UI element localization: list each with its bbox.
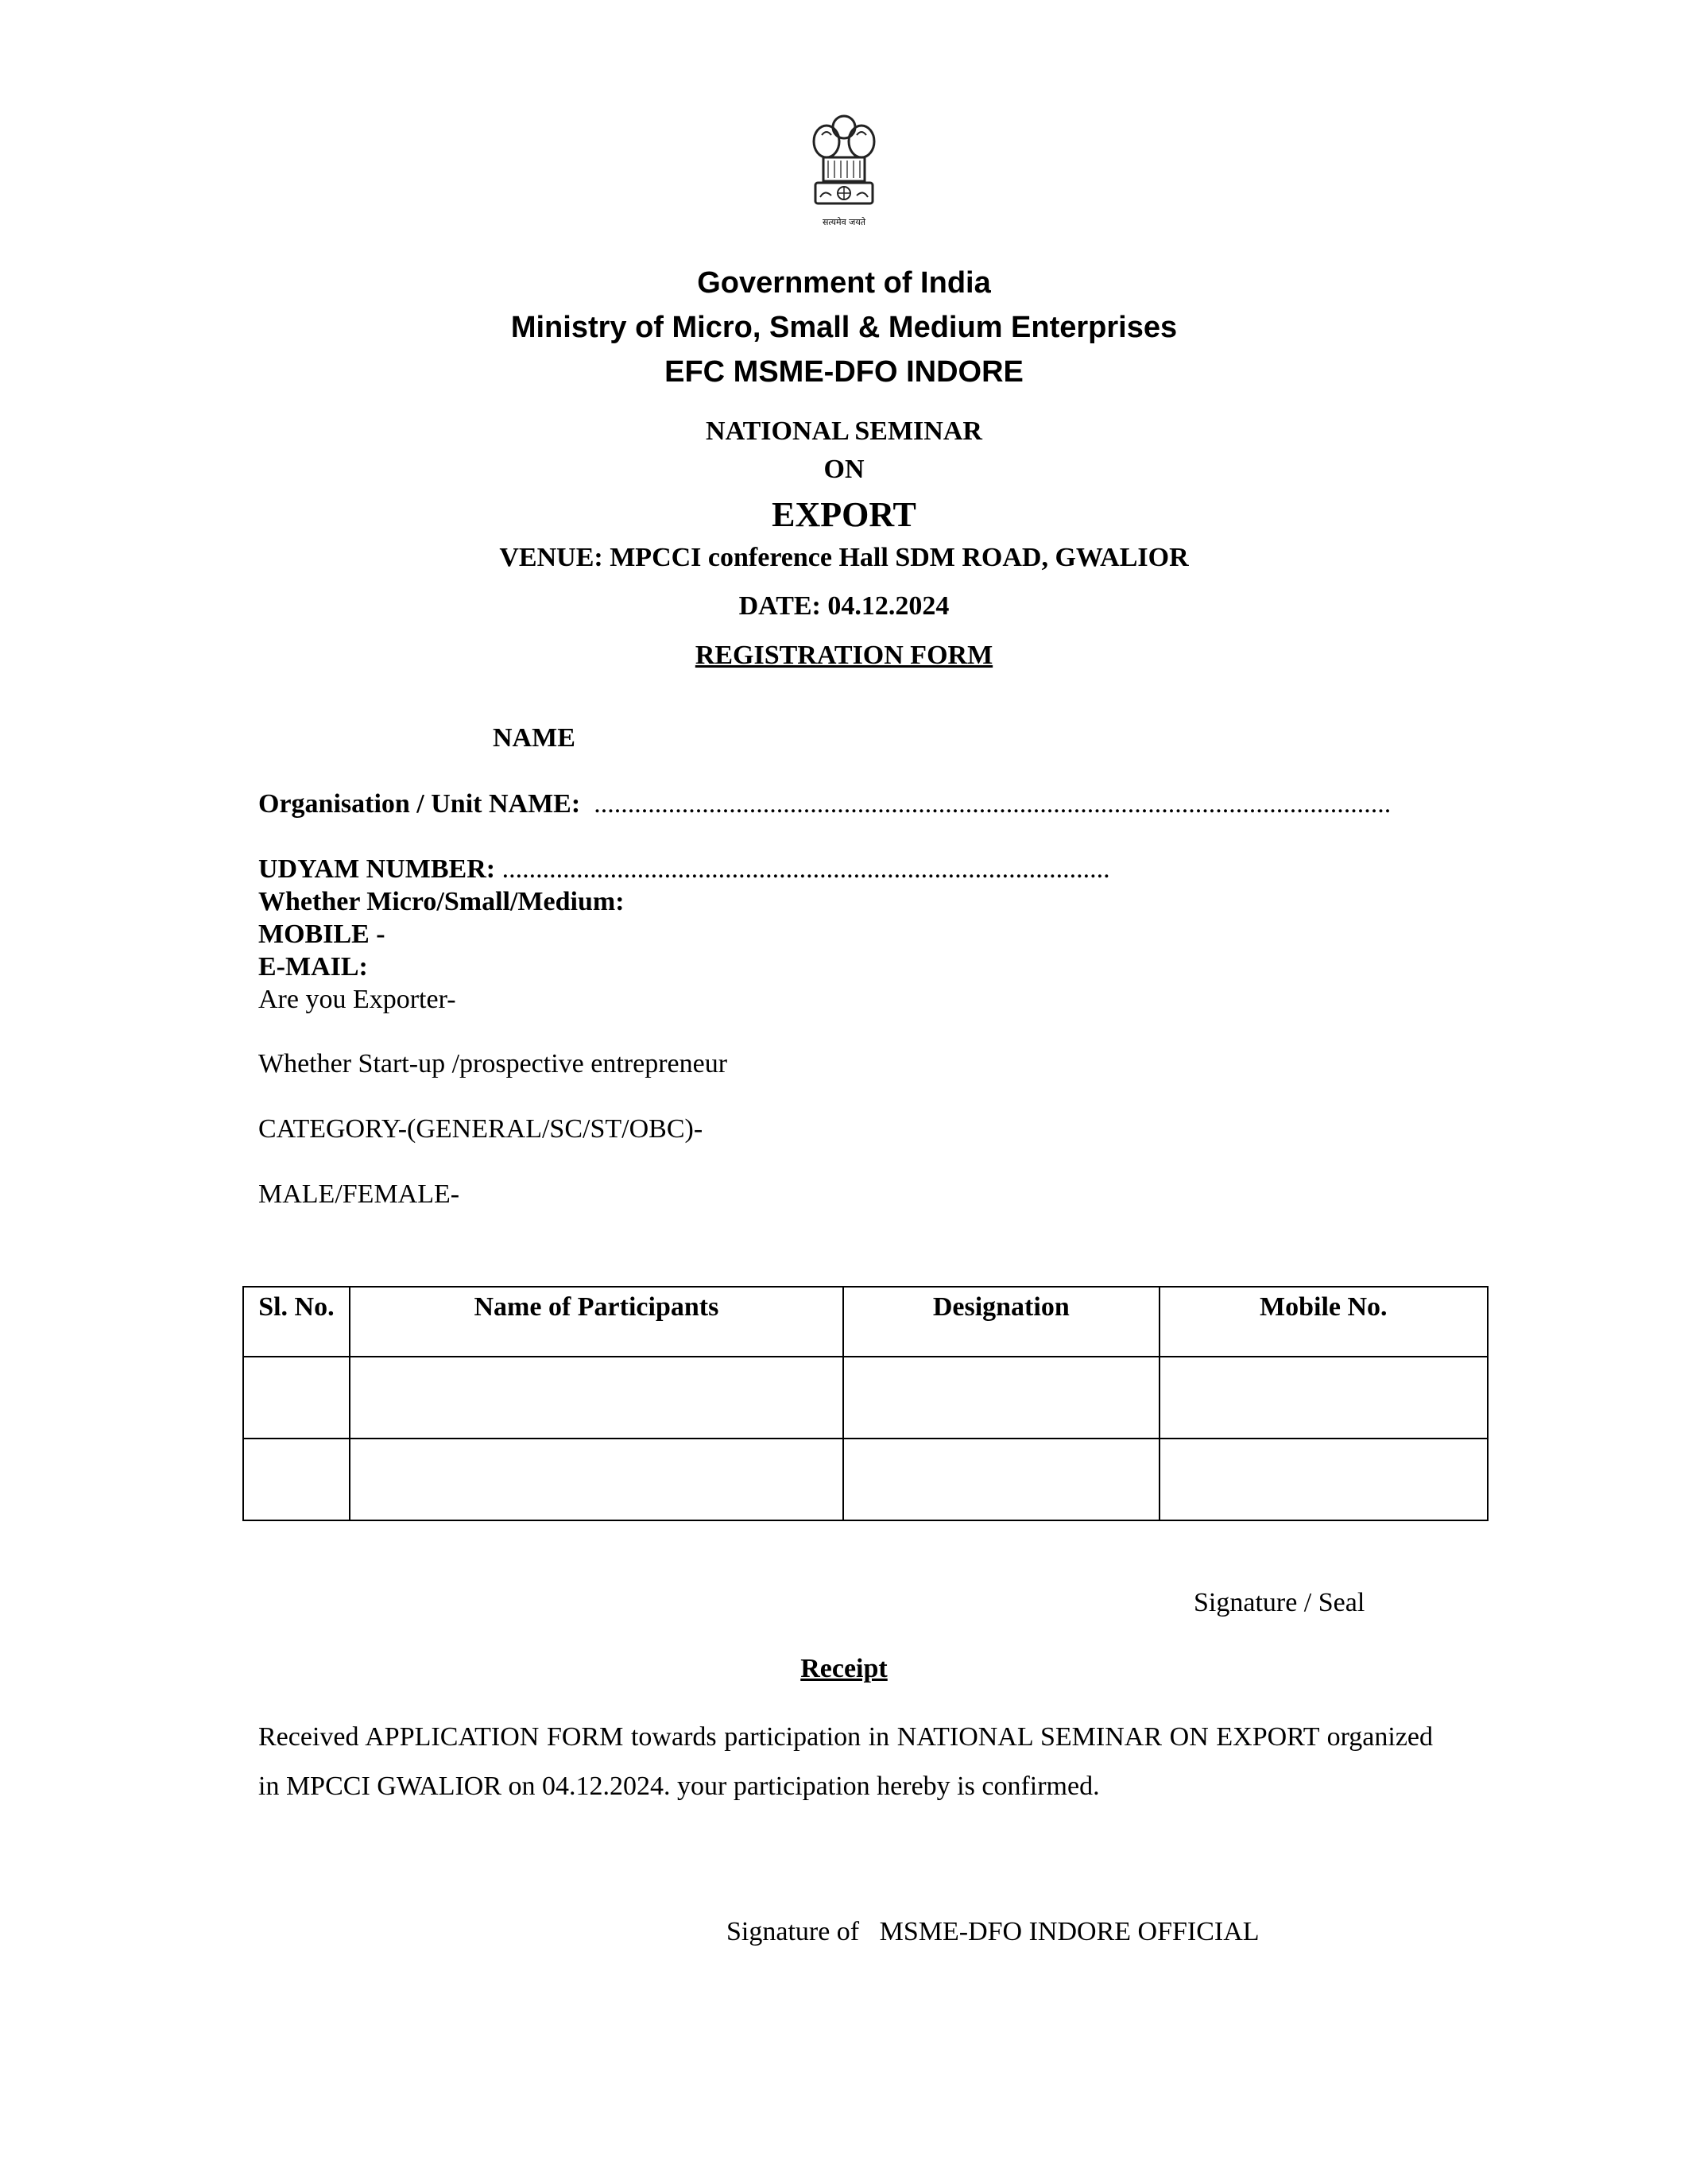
name-label: NAME <box>493 723 575 753</box>
table-cell[interactable] <box>243 1439 350 1520</box>
udyam-field <box>258 854 1110 885</box>
event-date: DATE: 04.12.2024 <box>738 591 950 621</box>
udyam-label: UDYAM NUMBER: <box>258 854 496 884</box>
table-header-row <box>243 1287 1488 1357</box>
size-label: Whether Micro/Small/Medium: <box>258 887 625 916</box>
mobile-label: MOBILE - <box>258 920 385 949</box>
org-label: Organisation / Unit NAME: <box>258 789 581 819</box>
exporter-label: Are you Exporter- <box>258 985 456 1014</box>
header-government: Government of India <box>697 266 991 300</box>
table-cell[interactable] <box>243 1357 350 1439</box>
header-sl-no: Sl. No. <box>243 1287 350 1357</box>
udyam-dots: .......................................................................................... <box>501 854 1110 884</box>
table-cell[interactable] <box>350 1357 843 1439</box>
org-dots: ...................................................................................................................... <box>594 789 1392 819</box>
form-title: REGISTRATION FORM <box>695 641 993 670</box>
emblem-motto: सत्यमेव जयते <box>822 217 865 227</box>
receipt-title: Receipt <box>800 1654 888 1683</box>
event-title: EXPORT <box>772 495 916 534</box>
national-emblem <box>804 111 884 229</box>
header-mobile: Mobile No. <box>1160 1287 1488 1357</box>
header-ministry: Ministry of Micro, Small & Medium Enterprises <box>510 311 1178 344</box>
startup-label: Whether Start-up /prospective entrepreneur <box>258 1049 728 1078</box>
header-designation: Designation <box>843 1287 1160 1357</box>
header-participant-name: Name of Participants <box>350 1287 843 1357</box>
event-line2: ON <box>823 455 865 484</box>
signature-seal: Signature / Seal <box>1194 1588 1365 1617</box>
table-cell[interactable] <box>350 1439 843 1520</box>
official-signature: Signature of MSME-DFO INDORE OFFICIAL <box>726 1917 1260 1946</box>
org-field <box>258 789 1391 819</box>
event-line1: NATIONAL SEMINAR <box>706 416 982 446</box>
table-row <box>243 1357 1488 1439</box>
receipt-text: Received APPLICATION FORM towards participation in NATIONAL SEMINAR ON EXPORT organized in MPCCI GWALIOR on 04.12.2024. your participation hereby is confirmed. <box>258 1722 1433 1801</box>
table-row <box>243 1439 1488 1520</box>
table-cell[interactable] <box>1160 1357 1488 1439</box>
event-venue: VENUE: MPCCI conference Hall SDM ROAD, GWALIOR <box>499 543 1189 572</box>
category-label: CATEGORY-(GENERAL/SC/ST/OBC)- <box>258 1114 703 1144</box>
table-cell[interactable] <box>843 1357 1160 1439</box>
table-cell[interactable] <box>1160 1439 1488 1520</box>
table-cell[interactable] <box>843 1439 1160 1520</box>
email-label: E-MAIL: <box>258 952 368 982</box>
participants-table <box>242 1286 1489 1521</box>
header-office: EFC MSME-DFO INDORE <box>664 355 1024 389</box>
gender-label: MALE/FEMALE- <box>258 1179 460 1209</box>
